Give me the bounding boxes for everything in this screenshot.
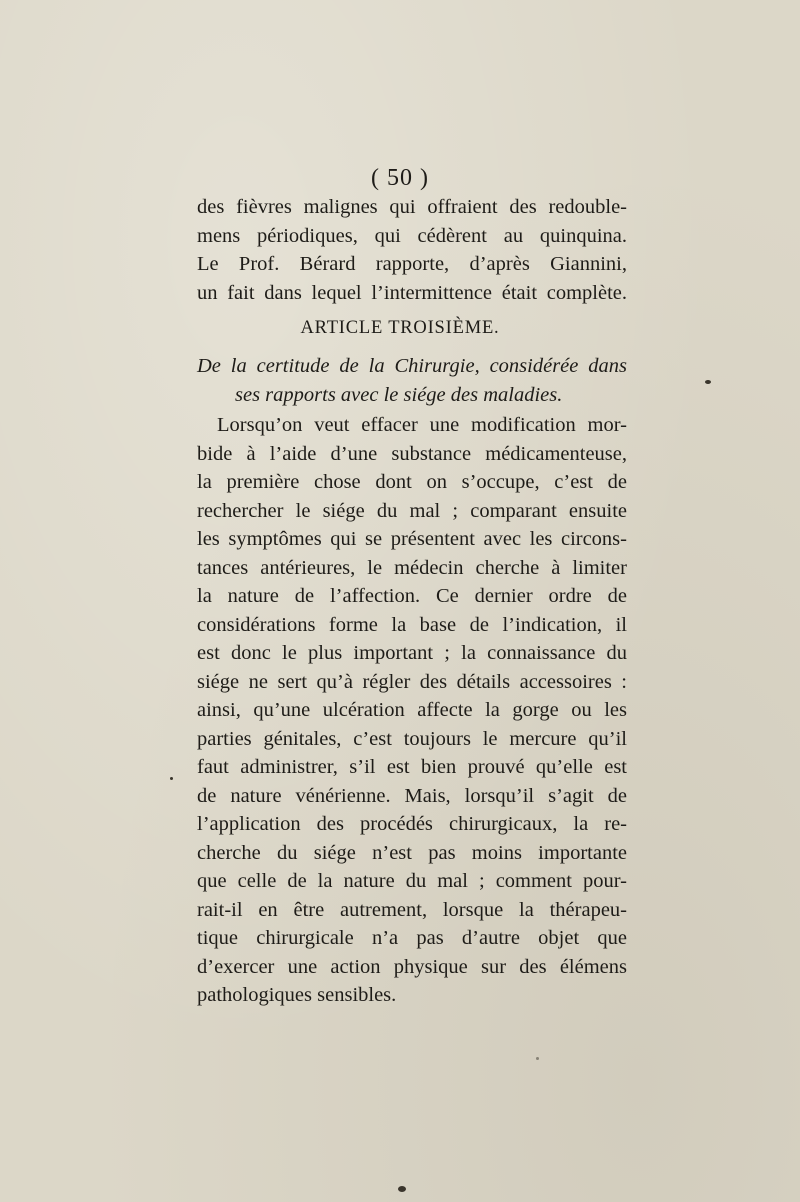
article-heading: ARTICLE TROISIÈME. <box>300 318 500 338</box>
text-line: siége ne sert qu’à régler des détails accessoires : <box>197 670 627 693</box>
text-line: de nature vénérienne. Mais, lorsqu’il s’agit de <box>197 784 627 807</box>
subtitle-line: De la certitude de la Chirurgie, considérée dans <box>197 355 627 377</box>
subtitle-line: ses rapports avec le siége des maladies. <box>235 384 563 406</box>
text-line: tique chirurgicale n’a pas d’autre objet que <box>197 927 627 949</box>
text-line: Le Prof. Bérard rapporte, d’après Giannini, <box>197 253 627 275</box>
paper-speck <box>398 1186 406 1192</box>
text-line: la nature de l’affection. Ce dernier ordre de <box>197 585 627 607</box>
text-line: rait-il en être autrement, lorsque la thérapeu- <box>197 898 627 921</box>
text-line: l’application des procédés chirurgicaux, la re- <box>197 813 627 835</box>
text-line: bide à l’aide d’une substance médicamenteuse, <box>197 442 627 465</box>
text-line: est donc le plus important ; la connaissance du <box>197 642 627 664</box>
text-line: les symptômes qui se présentent avec les circons- <box>197 528 627 550</box>
text-line: tances antérieures, le médecin cherche à limiter <box>197 556 627 579</box>
text-line: la première chose dont on s’occupe, c’est de <box>197 471 627 493</box>
text-line: que celle de la nature du mal ; comment pour- <box>197 870 627 892</box>
text-line: parties génitales, c’est toujours le mercure qu’il <box>197 727 627 750</box>
page-number: ( 50 ) <box>371 165 429 191</box>
text-line: rechercher le siége du mal ; comparant ensuite <box>197 499 627 522</box>
text-line: mens périodiques, qui cédèrent au quinquina. <box>197 224 627 247</box>
paragraph-continuation <box>197 193 627 307</box>
text-line: ainsi, qu’une ulcération affecte la gorge ou les <box>197 699 627 721</box>
text-line: un fait dans lequel l’intermittence était complète. <box>197 281 627 304</box>
text-line: Lorsqu’on veut effacer une modification mor- <box>217 414 627 436</box>
article-subtitle <box>197 352 627 410</box>
text-line: faut administrer, s’il est bien prouvé qu’elle est <box>197 756 627 778</box>
paper-speck <box>705 380 711 384</box>
text-line: des fièvres malignes qui offraient des redouble- <box>197 196 627 218</box>
text-line: considérations forme la base de l’indication, il <box>197 613 627 636</box>
text-line: pathologiques sensibles. <box>197 984 397 1006</box>
paragraph-body <box>197 411 627 1010</box>
text-line: d’exercer une action physique sur des élémens <box>197 955 627 978</box>
paper-speck <box>536 1057 539 1060</box>
paper-speck <box>170 777 173 780</box>
text-line: cherche du siége n’est pas moins importante <box>197 841 627 864</box>
